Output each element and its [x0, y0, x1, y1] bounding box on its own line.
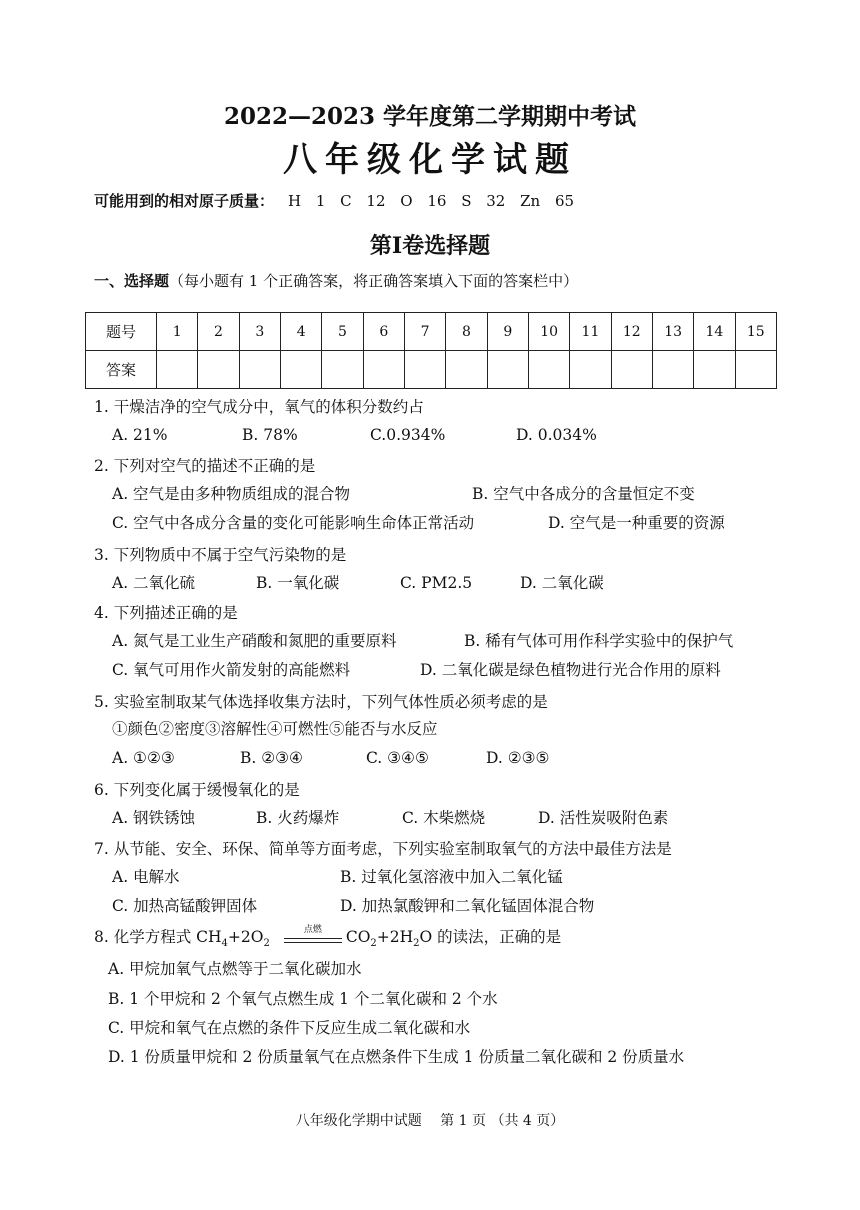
- question-5-properties: ①颜色②密度③溶解性④可燃性⑤能否与水反应: [112, 720, 438, 738]
- answer-cell[interactable]: [322, 351, 363, 389]
- question-1-option-d: D. 0.034%: [516, 426, 597, 444]
- answer-cell[interactable]: [528, 351, 569, 389]
- question-7-option-b: B. 过氧化氢溶液中加入二氧化锰: [340, 868, 563, 886]
- question-6-option-a: A. 钢铁锈蚀: [112, 809, 196, 827]
- question-4-option-b: B. 稀有气体可用作科学实验中的保护气: [464, 632, 734, 650]
- question-number-cell: 1: [157, 313, 198, 351]
- equation-term: +2H: [376, 928, 414, 946]
- question-number-cell: 15: [735, 313, 776, 351]
- answer-table-answer-row: [86, 351, 777, 389]
- question-number-cell: 2: [198, 313, 239, 351]
- answer-cell[interactable]: [652, 351, 693, 389]
- question-6-stem: 6. 下列变化属于缓慢氧化的是: [94, 781, 300, 799]
- subscript: 2: [413, 938, 420, 950]
- answer-cell[interactable]: [239, 351, 280, 389]
- question-4-stem: 4. 下列描述正确的是: [94, 604, 238, 622]
- section-head: 一、选择题: [94, 272, 170, 290]
- subscript: 2: [370, 938, 377, 950]
- question-number-cell: 8: [446, 313, 487, 351]
- question-1-option-a: A. 21%: [112, 426, 168, 444]
- question-2-option-d: D. 空气是一种重要的资源: [548, 514, 725, 532]
- question-6-option-b: B. 火药爆炸: [256, 809, 340, 827]
- subscript: 2: [263, 938, 270, 950]
- atomic-mass-label: 可能用到的相对原子质量：: [94, 192, 275, 210]
- answer-cell[interactable]: [694, 351, 735, 389]
- question-number-cell: 3: [239, 313, 280, 351]
- atomic-mass-values: H 1 C 12 O 16 S 32 Zn 65: [288, 192, 575, 210]
- answer-cell[interactable]: [198, 351, 239, 389]
- question-6-option-c: C. 木柴燃烧: [402, 809, 486, 827]
- question-number-cell: 14: [694, 313, 735, 351]
- equation-term: CO: [345, 928, 371, 946]
- exam-title-subject: 八年级化学试题: [283, 140, 577, 180]
- section-heading: [94, 270, 578, 291]
- answer-cell[interactable]: [735, 351, 776, 389]
- question-3-option-c: C. PM2.5: [400, 574, 473, 592]
- question-number-cell: 13: [652, 313, 693, 351]
- question-8-stem: [94, 925, 562, 950]
- question-5-option-a: A. ①②③: [112, 749, 175, 767]
- reaction-arrow: [284, 925, 342, 946]
- page-footer: 八年级化学期中试题 第 1 页 （共 4 页）: [295, 1113, 565, 1129]
- question-number-cell: 11: [570, 313, 611, 351]
- question-5-option-c: C. ③④⑤: [366, 749, 429, 767]
- question-4-option-c: C. 氧气可用作火箭发射的高能燃料: [112, 661, 351, 679]
- question-number-cell: 10: [528, 313, 569, 351]
- exam-title-year: 2022—2023 学年度第二学期期中考试: [223, 103, 637, 130]
- question-6-option-d: D. 活性炭吸附色素: [538, 809, 669, 827]
- question-3-stem: 3. 下列物质中不属于空气污染物的是: [94, 546, 347, 564]
- answer-cell[interactable]: [363, 351, 404, 389]
- answer-cell[interactable]: [570, 351, 611, 389]
- answer-cell[interactable]: [487, 351, 528, 389]
- answer-cell[interactable]: [404, 351, 445, 389]
- question-number-cell: 9: [487, 313, 528, 351]
- question-5-stem: 5. 实验室制取某气体选择收集方法时，下列气体性质必须考虑的是: [94, 693, 548, 711]
- question-5-option-d: D. ②③⑤: [486, 749, 550, 767]
- question-8-option-a: A. 甲烷加氧气点燃等于二氧化碳加水: [108, 960, 362, 978]
- question-number-cell: 4: [280, 313, 321, 351]
- answer-cell[interactable]: [157, 351, 198, 389]
- equation-suffix: O 的读法，正确的是: [419, 928, 562, 946]
- question-1-stem: 1. 干燥洁净的空气成分中，氧气的体积分数约占: [94, 398, 424, 416]
- atomic-mass-line: [94, 190, 574, 211]
- question-2-option-a: A. 空气是由多种物质组成的混合物: [112, 485, 351, 503]
- section-note: （每小题有 1 个正确答案，将正确答案填入下面的答案栏中）: [169, 272, 579, 290]
- answer-cell[interactable]: [611, 351, 652, 389]
- answer-cell[interactable]: [446, 351, 487, 389]
- question-7-stem: 7. 从节能、安全、环保、简单等方面考虑，下列实验室制取氧气的方法中最佳方法是: [94, 840, 672, 858]
- volume-title: 第Ⅰ卷选择题: [369, 233, 491, 259]
- question-8-option-c: C. 甲烷和氧气在点燃的条件下反应生成二氧化碳和水: [108, 1019, 471, 1037]
- equation-term: +2O: [227, 928, 264, 946]
- answer-table: [85, 312, 777, 389]
- question-8-option-b: B. 1 个甲烷和 2 个氧气点燃生成 1 个二氧化碳和 2 个水: [108, 990, 498, 1008]
- question-5-option-b: B. ②③④: [240, 749, 303, 767]
- answer-table-number-row: [86, 313, 777, 351]
- question-1-option-c: C.0.934%: [370, 426, 446, 444]
- answer-cell[interactable]: [280, 351, 321, 389]
- question-7-option-d: D. 加热氯酸钾和二氧化锰固体混合物: [340, 897, 595, 915]
- reaction-condition: 点燃: [303, 925, 322, 935]
- question-2-stem: 2. 下列对空气的描述不正确的是: [94, 457, 316, 475]
- question-7-option-c: C. 加热高锰酸钾固体: [112, 897, 258, 915]
- question-number-cell: 6: [363, 313, 404, 351]
- subscript: 4: [221, 938, 228, 950]
- question-number-cell: 12: [611, 313, 652, 351]
- question-4-option-a: A. 氮气是工业生产硝酸和氮肥的重要原料: [112, 632, 397, 650]
- equation-prefix: 8. 化学方程式 CH: [94, 928, 222, 946]
- question-number-cell: 5: [322, 313, 363, 351]
- answer-row-label: 答案: [86, 351, 157, 389]
- question-3-option-a: A. 二氧化硫: [112, 574, 196, 592]
- question-number-cell: 7: [404, 313, 445, 351]
- question-8-option-d: D. 1 份质量甲烷和 2 份质量氧气在点燃条件下生成 1 份质量二氧化碳和 2 份质量水: [108, 1048, 685, 1066]
- question-3-option-d: D. 二氧化碳: [520, 574, 604, 592]
- question-1-option-b: B. 78%: [242, 426, 298, 444]
- question-3-option-b: B. 一氧化碳: [256, 574, 340, 592]
- question-7-option-a: A. 电解水: [112, 868, 180, 886]
- question-4-option-d: D. 二氧化碳是绿色植物进行光合作用的原料: [420, 661, 721, 679]
- question-2-option-c: C. 空气中各成分含量的变化可能影响生命体正常活动: [112, 514, 475, 532]
- number-row-label: 题号: [86, 313, 157, 351]
- question-2-option-b: B. 空气中各成分的含量恒定不变: [472, 485, 695, 503]
